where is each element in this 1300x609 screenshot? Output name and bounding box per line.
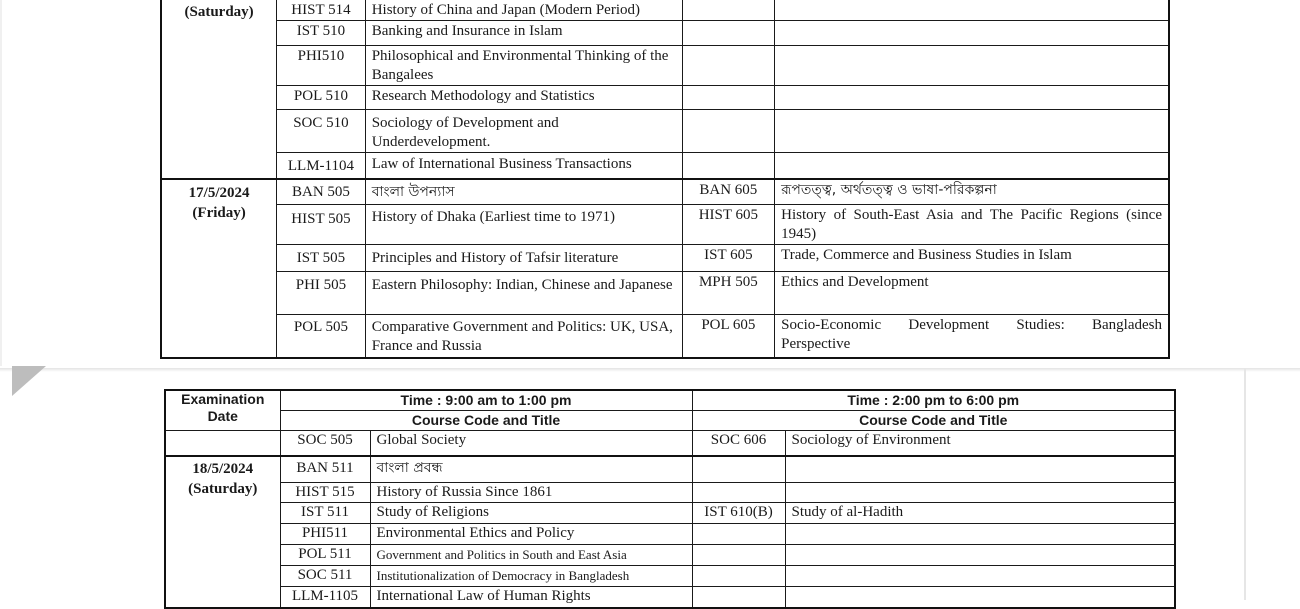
afternoon-course-code (682, 46, 775, 86)
afternoon-course-code: SOC 606 (692, 431, 785, 456)
afternoon-course-code (692, 483, 785, 503)
afternoon-course-title (775, 153, 1169, 179)
afternoon-course-title (785, 566, 1175, 587)
table-row (161, 110, 1169, 153)
course-title: Eastern Philosophy: Indian, Chinese and Japanese (365, 272, 682, 315)
table-row (161, 315, 1169, 358)
afternoon-course-title (775, 0, 1169, 21)
exam-date-cell (161, 0, 277, 179)
course-title: Government and Politics in South and East Asia (370, 545, 692, 566)
morning-time-header: Time : 9:00 am to 1:00 pm (280, 390, 692, 411)
afternoon-course-title: Sociology of Environment (785, 431, 1175, 456)
course-title: Law of International Business Transactions (365, 153, 682, 179)
exam-date-cell (165, 456, 280, 608)
course-code: BAN 511 (280, 456, 370, 483)
course-code: IST 510 (277, 21, 366, 46)
exam-schedule-table-top (160, 0, 1170, 359)
table-row (165, 545, 1175, 566)
table-row (161, 0, 1169, 21)
course-code: SOC 511 (280, 566, 370, 587)
course-title: Environmental Ethics and Policy (370, 524, 692, 545)
table-row (161, 46, 1169, 86)
exam-day: (Saturday) (184, 4, 254, 20)
course-title: History of Russia Since 1861 (370, 483, 692, 503)
exam-date: 17/5/2024 (188, 184, 250, 201)
afternoon-course-code: IST 605 (682, 245, 775, 272)
table-header-row (165, 390, 1175, 411)
table-row (165, 566, 1175, 587)
afternoon-course-title: History of South-East Asia and The Pacific Regions (since 1945) (775, 205, 1169, 245)
afternoon-course-code (682, 110, 775, 153)
afternoon-course-title (775, 21, 1169, 46)
course-title: Global Society (370, 431, 692, 456)
course-title: Philosophical and Environmental Thinking of the Bangalees (365, 46, 682, 86)
table-row (165, 524, 1175, 545)
afternoon-course-title (785, 524, 1175, 545)
course-title: Sociology of Development and Underdevelopment. (365, 110, 682, 153)
table-row (165, 456, 1175, 483)
course-code: POL 511 (280, 545, 370, 566)
exam-day: (Friday) (192, 204, 246, 221)
course-code: PHI511 (280, 524, 370, 545)
course-code: BAN 505 (277, 179, 366, 205)
exam-schedule-table-bottom (164, 389, 1176, 609)
course-title: Principles and History of Tafsir literature (365, 245, 682, 272)
exam-date-header: Examination Date (165, 390, 280, 431)
course-code: PHI 505 (277, 272, 366, 315)
course-code: SOC 505 (280, 431, 370, 456)
course-title: History of China and Japan (Modern Period) (365, 0, 682, 21)
course-title: Banking and Insurance in Islam (365, 21, 682, 46)
table-row (165, 483, 1175, 503)
course-title: Comparative Government and Politics: UK, USA, France and Russia (365, 315, 682, 358)
course-code: HIST 514 (277, 0, 366, 21)
afternoon-course-title: Socio-Economic Development Studies: Bangladesh Perspective (775, 315, 1169, 358)
table-row (165, 431, 1175, 456)
afternoon-course-title: Ethics and Development (775, 272, 1169, 315)
afternoon-course-title: Trade, Commerce and Business Studies in Islam (775, 245, 1169, 272)
afternoon-course-code (692, 456, 785, 483)
afternoon-course-title (775, 46, 1169, 86)
table-header-row (165, 411, 1175, 431)
scan-edge-left (0, 0, 2, 366)
afternoon-course-title (775, 86, 1169, 110)
afternoon-course-title (785, 587, 1175, 608)
afternoon-course-code (682, 86, 775, 110)
course-title: Institutionalization of Democracy in Bangladesh (370, 566, 692, 587)
table-row (161, 21, 1169, 46)
afternoon-course-title (785, 483, 1175, 503)
afternoon-course-code: POL 605 (682, 315, 775, 358)
course-code: LLM-1105 (280, 587, 370, 608)
table-row (165, 503, 1175, 524)
course-code: HIST 505 (277, 205, 366, 245)
table-row (161, 272, 1169, 315)
course-title: Study of Religions (370, 503, 692, 524)
table-row (161, 179, 1169, 205)
afternoon-course-code (692, 524, 785, 545)
course-title: বাংলা প্রবন্ধ (370, 456, 692, 483)
course-code: HIST 515 (280, 483, 370, 503)
afternoon-course-title (785, 545, 1175, 566)
table-row (161, 205, 1169, 245)
course-code: PHI510 (277, 46, 366, 86)
course-code: IST 511 (280, 503, 370, 524)
afternoon-course-code: BAN 605 (682, 179, 775, 205)
scan-edge-right (1244, 368, 1246, 600)
exam-date: 18/5/2024 (192, 460, 254, 477)
afternoon-time-header: Time : 2:00 pm to 6:00 pm (692, 390, 1175, 411)
course-title: History of Dhaka (Earliest time to 1971) (365, 205, 682, 245)
afternoon-course-code (692, 566, 785, 587)
course-title: Research Methodology and Statistics (365, 86, 682, 110)
course-code: IST 505 (277, 245, 366, 272)
course-title: International Law of Human Rights (370, 587, 692, 608)
course-title: বাংলা উপন্যাস (365, 179, 682, 205)
morning-course-header: Course Code and Title (280, 411, 692, 431)
scan-corner-mark (12, 366, 46, 396)
exam-date-cell (161, 179, 277, 358)
table-row (161, 86, 1169, 110)
table-row (165, 587, 1175, 608)
course-code: POL 505 (277, 315, 366, 358)
afternoon-course-code (682, 0, 775, 21)
afternoon-course-title (775, 110, 1169, 153)
afternoon-course-code (692, 545, 785, 566)
afternoon-course-title: রূপতত্ত্ব, অর্থতত্ত্ব ও ভাষা-পরিকল্পনা (775, 179, 1169, 205)
afternoon-course-code (692, 587, 785, 608)
afternoon-course-title: Study of al-Hadith (785, 503, 1175, 524)
course-code: LLM-1104 (277, 153, 366, 179)
course-code: POL 510 (277, 86, 366, 110)
afternoon-course-code: IST 610(B) (692, 503, 785, 524)
afternoon-course-title (785, 456, 1175, 483)
table-row (161, 153, 1169, 179)
afternoon-course-code (682, 153, 775, 179)
course-code: SOC 510 (277, 110, 366, 153)
afternoon-course-code (682, 21, 775, 46)
table-row (161, 245, 1169, 272)
afternoon-course-header: Course Code and Title (692, 411, 1175, 431)
exam-date-cell (165, 431, 280, 456)
page-divider (0, 368, 1300, 372)
afternoon-course-code: MPH 505 (682, 272, 775, 315)
exam-day: (Saturday) (188, 480, 258, 497)
afternoon-course-code: HIST 605 (682, 205, 775, 245)
